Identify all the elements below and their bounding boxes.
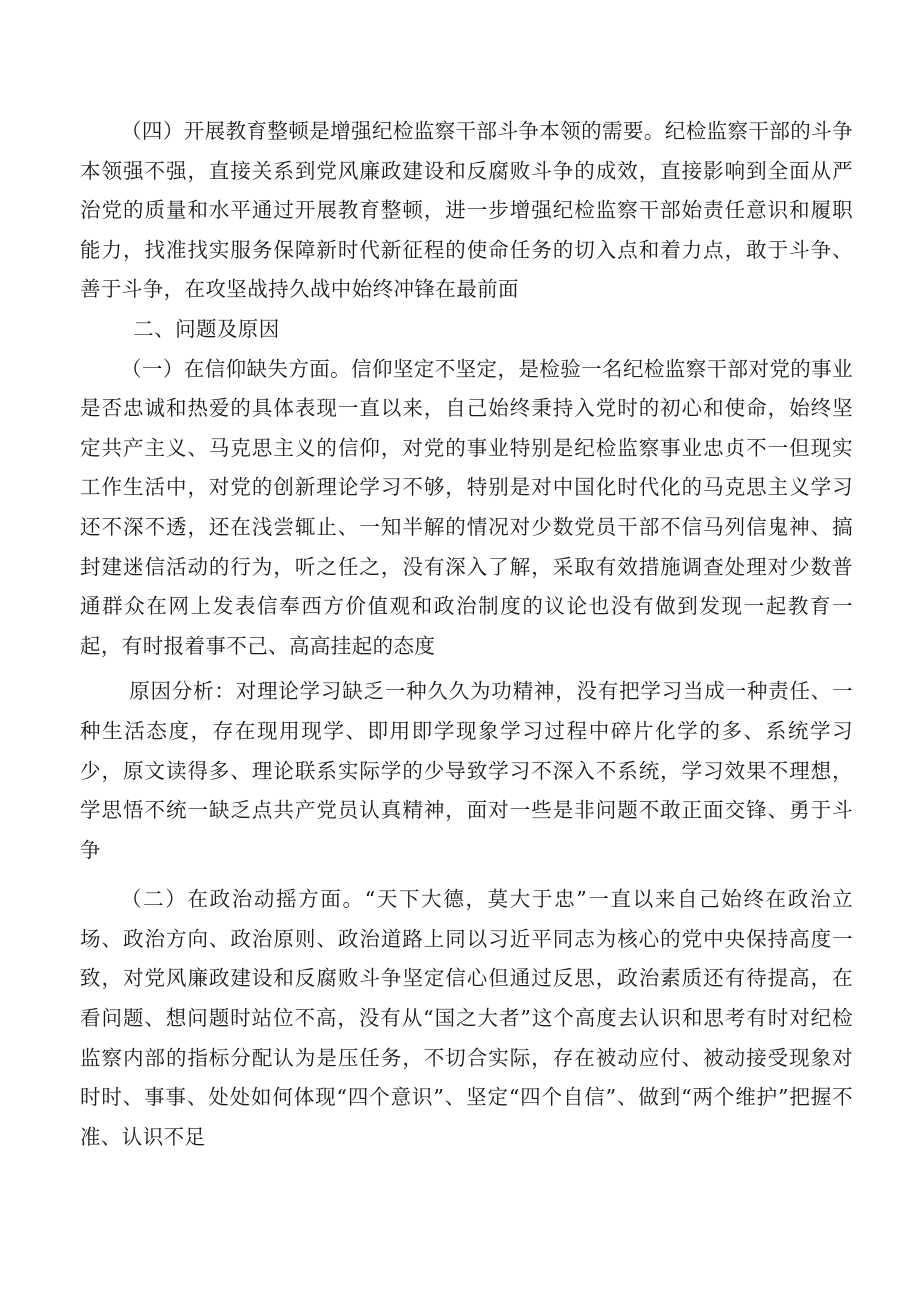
paragraph-cause-analysis: 原因分析：对理论学习缺乏一种久久为功精神，没有把学习当成一种责任、一种生活态度，存在现用现学、即用即学现象学习过程中碎片化学的多、系统学习少，原文读得多、理论联系实际学的少导致学习不深入不系统，学习效果不理想，学思悟不统一缺乏点共产党员认真精神，面对一些是非问题不敢正面交锋、勇于斗争	[80, 679, 853, 862]
section-heading-problems-causes: 二、问题及原因	[133, 316, 280, 341]
paragraph-education-rectification: （四）开展教育整顿是增强纪检监察干部斗争本领的需要。纪检监察干部的斗争本领强不强，直接关系到党风廉政建设和反腐败斗争的成效，直接影响到全面从严治党的质量和水平通过开展教育整顿，进一步增强纪检监察干部始责任意识和履职能力，找准找实服务保障新时代新征程的使命任务的切入点和着力点，敢于斗争、善于斗争，在攻坚战持久战中始终冲锋在最前面	[80, 119, 853, 302]
document-body	[80, 112, 853, 1157]
paragraph-political-wavering: （二）在政治动摇方面。“天下大德，莫大于忠”一直以来自己始终在政治立场、政治方向、政治原则、政治道路上同以习近平同志为核心的党中央保持高度一致，对党风廉政建设和反腐败斗争坚定信心但通过反思，政治素质还有待提高，在看问题、想问题时站位不高，没有从“国之大者”这个高度去认识和思考有时对纪检监察内部的指标分配认为是压任务，不切合实际，存在被动应付、被动接受现象对时时、事事、处处如何体现“四个意识”、坚定“四个自信”、做到“两个维护”把握不准、认识不足	[80, 887, 853, 1149]
paragraph-faith-lacking: （一）在信仰缺失方面。信仰坚定不坚定，是检验一名纪检监察干部对党的事业是否忠诚和热爱的具体表现一直以来，自己始终秉持入党时的初心和使命，始终坚定共产主义、马克思主义的信仰，对党的事业特别是纪检监察事业忠贞不一但现实工作生活中，对党的创新理论学习不够，特别是对中国化时代化的马克思主义学习还不深不透，还在浅尝辄止、一知半解的情况对少数党员干部不信马列信鬼神、搞封建迷信活动的行为，听之任之，没有深入了解，采取有效措施调查处理对少数普通群众在网上发表信奉西方价值观和政治制度的议论也没有做到发现一起教育一起，有时报着事不己、高高挂起的态度	[80, 356, 853, 658]
